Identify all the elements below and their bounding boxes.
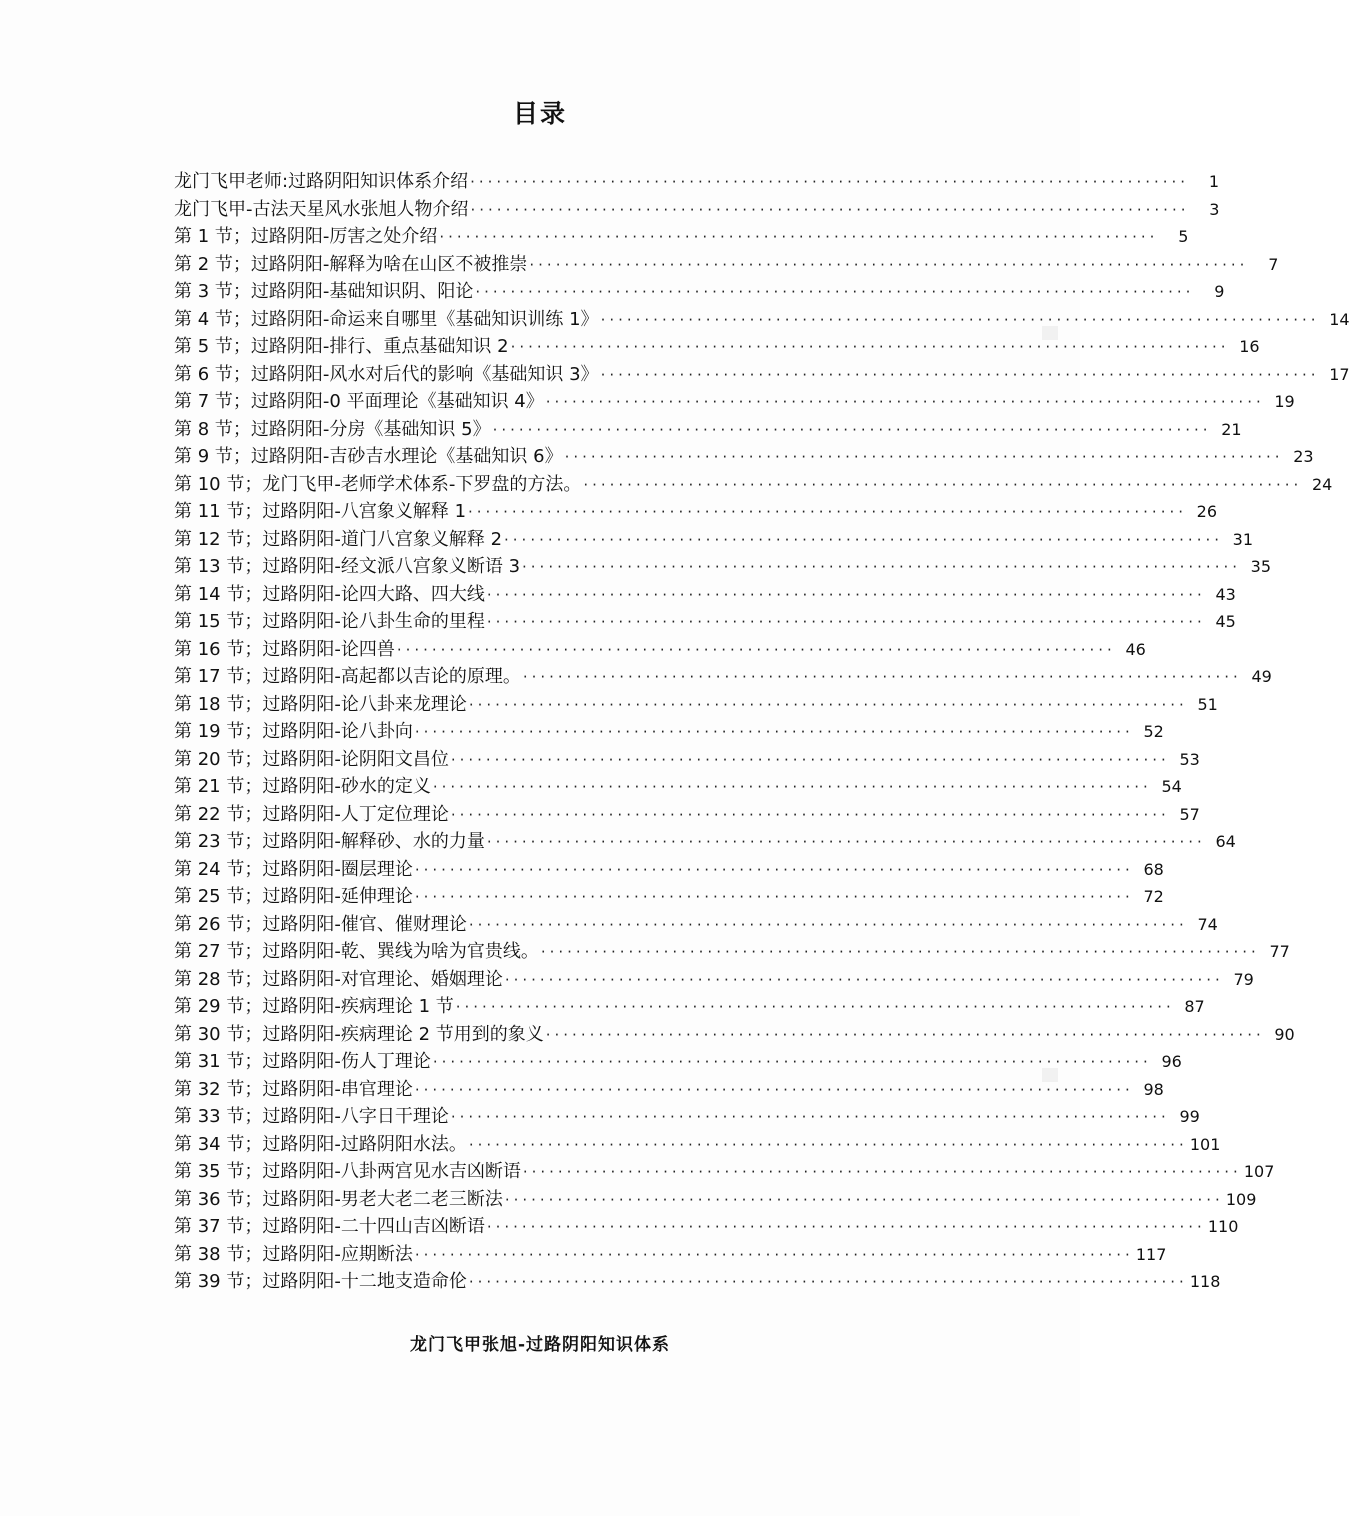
toc-entry-title: 第 5 节；过路阴阳-排行、重点基础知识 2 — [174, 336, 509, 357]
toc-entry-page-number: 7 — [1268, 254, 1279, 274]
toc-entry[interactable] — [174, 168, 1220, 196]
dot-leader — [487, 829, 1206, 857]
dot-leader — [601, 362, 1320, 390]
toc-entry-title: 第 10 节；龙门飞甲-老师学术体系-下罗盘的方法。 — [174, 473, 582, 495]
dot-leader — [470, 169, 1189, 197]
toc-entry-title: 第 26 节；过路阴阳-催官、催财理论 — [174, 913, 467, 935]
toc-entry-title: 第 13 节；过路阴阳-经文派八宫象义断语 3 — [174, 556, 521, 577]
dot-leader — [583, 472, 1302, 500]
toc-entry-title: 第 33 节；过路阴阳-八字日干理论 — [174, 1106, 449, 1127]
toc-entry-page-number: 5 — [1178, 227, 1189, 246]
toc-entry-page-number: 9 — [1214, 282, 1225, 301]
toc-entry-title: 第 21 节；过路阴阳-砂水的定义 — [174, 776, 431, 797]
toc-entry[interactable] — [174, 1103, 1200, 1131]
dot-leader — [505, 967, 1224, 995]
toc-entry[interactable] — [174, 966, 1254, 994]
toc-entry-title: 第 20 节；过路阴阳-论阴阳文昌位 — [174, 748, 449, 770]
dot-leader — [433, 774, 1152, 802]
toc-entry-title: 第 16 节；过路阴阳-论四兽 — [174, 638, 395, 660]
toc-entry[interactable] — [174, 306, 1350, 334]
dot-leader — [439, 224, 1158, 252]
toc-entry-page-number: 45 — [1215, 612, 1236, 631]
toc-entry-page-number: 17 — [1329, 364, 1350, 384]
toc-entry-title: 第 34 节；过路阴阳-过路阴阳水法。 — [174, 1133, 467, 1155]
dot-leader — [522, 554, 1241, 582]
toc-entry[interactable] — [174, 746, 1200, 774]
toc-entry-title: 第 36 节；过路阴阳-男老大老二老三断法 — [174, 1188, 503, 1210]
toc-entry[interactable] — [174, 498, 1217, 526]
toc-entry[interactable] — [174, 526, 1253, 554]
dot-leader — [469, 912, 1188, 940]
toc-entry-page-number: 49 — [1251, 667, 1272, 686]
toc-entry-title: 第 32 节；过路阴阳-串官理论 — [174, 1078, 413, 1100]
dot-leader — [415, 884, 1134, 912]
toc-entry-page-number: 96 — [1161, 1052, 1182, 1071]
dot-leader — [529, 252, 1248, 280]
dot-leader — [487, 582, 1206, 610]
toc-entry[interactable] — [174, 856, 1164, 884]
toc-entry[interactable] — [174, 1076, 1164, 1104]
toc-entry[interactable] — [174, 938, 1290, 966]
toc-entry[interactable] — [174, 581, 1236, 609]
dot-leader — [541, 939, 1260, 967]
toc-entry-title: 第 11 节；过路阴阳-八宫象义解释 1 — [174, 501, 467, 522]
toc-entry-title: 第 35 节；过路阴阳-八卦两宫见水吉凶断语 — [174, 1161, 521, 1182]
toc-entry-title: 第 27 节；过路阴阳-乾、巽线为啥为官贵线。 — [174, 941, 539, 962]
toc-entry-title: 第 8 节；过路阴阳-分房《基础知识 5》 — [174, 418, 491, 440]
toc-entry-title: 第 7 节；过路阴阳-0 平面理论《基础知识 4》 — [174, 391, 544, 412]
toc-entry-page-number: 110 — [1207, 1217, 1239, 1236]
toc-entry-title: 第 18 节；过路阴阳-论八卦来龙理论 — [174, 693, 467, 715]
scan-edge-mark — [1042, 326, 1058, 340]
toc-entry-title: 第 25 节；过路阴阳-延伸理论 — [174, 886, 413, 907]
toc-entry-page-number: 14 — [1329, 309, 1350, 329]
toc-entry-title: 第 38 节；过路阴阳-应期断法 — [174, 1243, 413, 1265]
toc-entry[interactable] — [174, 1021, 1295, 1049]
toc-entry[interactable] — [174, 1268, 1221, 1296]
dot-leader — [601, 307, 1320, 335]
toc-entry[interactable] — [174, 718, 1164, 746]
toc-entry-title: 第 4 节；过路阴阳-命运来自哪里《基础知识训练 1》 — [174, 308, 599, 330]
dot-leader — [565, 444, 1284, 472]
toc-entry-page-number: 107 — [1243, 1162, 1275, 1181]
toc-entry-page-number: 35 — [1250, 557, 1271, 576]
dot-leader — [415, 719, 1134, 747]
toc-entry-page-number: 24 — [1311, 474, 1333, 494]
toc-entry-page-number: 51 — [1197, 694, 1218, 714]
toc-entry-page-number: 74 — [1197, 914, 1218, 934]
toc-entry[interactable] — [174, 251, 1279, 279]
toc-entry-title: 第 9 节；过路阴阳-吉砂吉水理论《基础知识 6》 — [174, 446, 563, 467]
dot-leader — [397, 637, 1116, 665]
toc-entry[interactable] — [174, 1213, 1239, 1241]
dot-leader — [415, 1077, 1134, 1105]
toc-entry-page-number: 109 — [1225, 1189, 1257, 1209]
toc-entry-page-number: 77 — [1269, 942, 1290, 961]
toc-entry[interactable] — [174, 223, 1189, 251]
toc-entry-title: 第 19 节；过路阴阳-论八卦向 — [174, 721, 413, 742]
toc-entry-title: 第 28 节；过路阴阳-对官理论、婚姻理论 — [174, 968, 503, 990]
dot-leader — [511, 334, 1230, 362]
toc-entry-page-number: 3 — [1209, 199, 1220, 219]
toc-entry-title: 第 17 节；过路阴阳-高起都以吉论的原理。 — [174, 666, 521, 687]
toc-entry[interactable] — [174, 663, 1272, 691]
toc-entry-page-number: 21 — [1221, 419, 1242, 439]
toc-entry-page-number: 54 — [1161, 777, 1182, 796]
toc-entry-title: 第 3 节；过路阴阳-基础知识阴、阳论 — [174, 281, 474, 302]
dot-leader — [415, 857, 1134, 885]
toc-entry-page-number: 43 — [1215, 584, 1236, 604]
toc-entry-page-number: 52 — [1143, 722, 1164, 741]
toc-entry[interactable] — [174, 608, 1236, 636]
toc-entry-page-number: 57 — [1179, 804, 1200, 824]
toc-entry-title: 第 23 节；过路阴阳-解释砂、水的力量 — [174, 831, 485, 852]
toc-entry[interactable] — [174, 278, 1225, 306]
toc-entry-page-number: 99 — [1179, 1107, 1200, 1126]
toc-entry-page-number: 46 — [1125, 639, 1146, 659]
toc-entry-page-number: 98 — [1143, 1079, 1164, 1099]
toc-entry-page-number: 68 — [1143, 859, 1164, 879]
toc-entry-page-number: 72 — [1143, 887, 1164, 906]
dot-leader — [523, 1159, 1242, 1187]
toc-entry[interactable] — [174, 553, 1271, 581]
toc-entry-page-number: 64 — [1215, 832, 1236, 851]
toc-entry[interactable] — [174, 883, 1164, 911]
toc-entry[interactable] — [174, 993, 1205, 1021]
toc-entry[interactable] — [174, 196, 1220, 224]
toc-entry-page-number: 87 — [1184, 997, 1205, 1016]
dot-leader — [493, 417, 1212, 445]
dot-leader — [456, 994, 1175, 1022]
toc-entry-page-number: 79 — [1233, 969, 1254, 989]
toc-entry-title: 第 1 节；过路阴阳-厉害之处介绍 — [174, 226, 438, 247]
dot-leader — [468, 499, 1187, 527]
scan-edge-mark — [1042, 1068, 1058, 1082]
toc-entry[interactable] — [174, 416, 1242, 444]
toc-entry-page-number: 23 — [1293, 447, 1314, 466]
toc-entry[interactable] — [174, 361, 1350, 389]
toc-entry-title: 第 24 节；过路阴阳-圈层理论 — [174, 858, 413, 880]
toc-entry-title: 第 30 节；过路阴阳-疾病理论 2 节用到的象义 — [174, 1023, 544, 1045]
toc-entry-title: 第 29 节；过路阴阳-疾病理论 1 节 — [174, 996, 454, 1017]
table-of-contents — [174, 168, 1350, 1296]
dot-leader — [504, 527, 1223, 555]
toc-entry-title: 龙门飞甲老师:过路阴阳知识体系介绍 — [174, 171, 469, 192]
toc-entry-page-number: 53 — [1179, 749, 1200, 769]
toc-entry-title: 龙门飞甲-古法天星风水张旭人物介绍 — [174, 198, 469, 220]
toc-entry-page-number: 16 — [1239, 337, 1260, 356]
toc-entry[interactable] — [174, 388, 1295, 416]
toc-entry-title: 第 37 节；过路阴阳-二十四山吉凶断语 — [174, 1216, 485, 1237]
toc-entry[interactable] — [174, 1241, 1167, 1269]
toc-entry-title: 第 31 节；过路阴阳-伤人丁理论 — [174, 1051, 431, 1072]
toc-entry[interactable] — [174, 691, 1218, 719]
toc-entry[interactable] — [174, 828, 1236, 856]
toc-entry[interactable] — [174, 1131, 1221, 1159]
toc-entry-title: 第 14 节；过路阴阳-论四大路、四大线 — [174, 583, 485, 605]
toc-entry-page-number: 26 — [1196, 502, 1217, 521]
page-footer: 龙门飞甲张旭-过路阴阳知识体系 — [409, 1335, 671, 1355]
toc-entry[interactable] — [174, 333, 1260, 361]
dot-leader — [469, 692, 1188, 720]
toc-entry-page-number: 1 — [1208, 172, 1220, 191]
toc-entry[interactable] — [174, 471, 1333, 499]
toc-entry-page-number: 90 — [1274, 1024, 1295, 1044]
dot-leader — [469, 1132, 1188, 1160]
toc-entry-page-number: 118 — [1189, 1272, 1221, 1291]
toc-entry-page-number: 31 — [1232, 529, 1253, 549]
toc-entry-title: 第 15 节；过路阴阳-论八卦生命的里程 — [174, 611, 485, 632]
dot-leader — [451, 1104, 1170, 1132]
toc-entry-page-number: 117 — [1135, 1244, 1167, 1264]
toc-entry-title: 第 22 节；过路阴阳-人丁定位理论 — [174, 803, 449, 825]
toc-entry-title: 第 6 节；过路阴阳-风水对后代的影响《基础知识 3》 — [174, 363, 599, 385]
dot-leader — [487, 1214, 1206, 1242]
toc-entry[interactable] — [174, 636, 1146, 664]
dot-leader — [415, 1242, 1134, 1270]
toc-entry[interactable] — [174, 1186, 1257, 1214]
toc-entry[interactable] — [174, 801, 1200, 829]
dot-leader — [451, 747, 1170, 775]
dot-leader — [469, 1269, 1188, 1297]
dot-leader — [487, 609, 1206, 637]
toc-entry[interactable] — [174, 773, 1182, 801]
toc-entry-title: 第 39 节；过路阴阳-十二地支造命伦 — [174, 1271, 467, 1292]
toc-entry[interactable] — [174, 1048, 1182, 1076]
toc-entry-page-number: 19 — [1274, 392, 1295, 411]
page-title: 目录 — [512, 99, 567, 128]
toc-entry[interactable] — [174, 443, 1314, 471]
dot-leader — [505, 1187, 1224, 1215]
dot-leader — [475, 279, 1194, 307]
dot-leader — [546, 1022, 1265, 1050]
toc-entry-title: 第 2 节；过路阴阳-解释为啥在山区不被推崇 — [174, 253, 528, 275]
toc-entry-title: 第 12 节；过路阴阳-道门八宫象义解释 2 — [174, 528, 503, 550]
dot-leader — [451, 802, 1170, 830]
toc-entry[interactable] — [174, 911, 1218, 939]
dot-leader — [523, 664, 1242, 692]
toc-entry[interactable] — [174, 1158, 1275, 1186]
dot-leader — [546, 389, 1265, 417]
toc-entry-page-number: 101 — [1189, 1134, 1221, 1154]
dot-leader — [471, 197, 1190, 225]
